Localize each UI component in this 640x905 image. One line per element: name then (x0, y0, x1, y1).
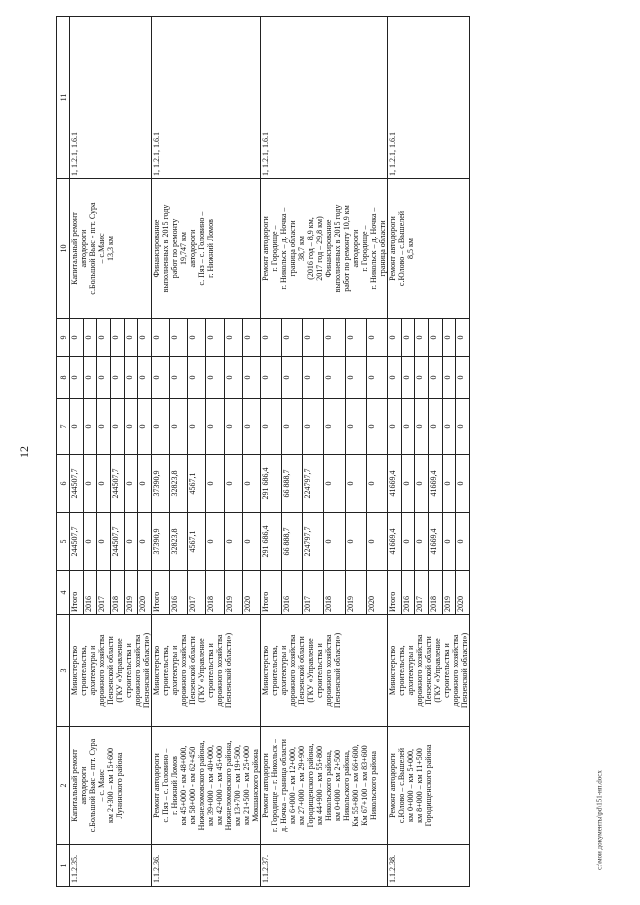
federal-budget-cell: 0 (152, 399, 170, 455)
page-number: 12 (17, 446, 31, 458)
table-row (388, 17, 402, 887)
other-source-cell: 0 (124, 319, 138, 357)
column-header: 2 (57, 727, 70, 845)
column-header: 3 (57, 615, 70, 727)
regional-budget-cell: 291 686,4 (261, 455, 282, 513)
executor-cell: Министерство строительства, архитектуры и дорожного хозяйства Пензенской области (ГКУ «Управление строительства и дорожного хозяйства Пензенской области») (261, 615, 388, 727)
other-source-cell: 0 (415, 319, 429, 357)
regional-budget-cell: 244507,7 (70, 455, 84, 513)
footer-file-path: c:\мои документы\pd\151-нп.docx (595, 770, 604, 870)
period-cell: Итого (388, 571, 402, 615)
federal-budget-cell: 0 (206, 399, 224, 455)
local-budget-cell: 0 (138, 357, 152, 399)
other-source-cell: 0 (206, 319, 224, 357)
indicator-cell: Капитальный ремонт автодороги с.Большой Вьяс - пгт. Сура – с.Маис 13,3 км (70, 179, 152, 319)
measure-title-cell: Ремонт автодороги с. Пяз – с. Головино – г. Нижний Ломов км 45+000 - км 48+000, км 58+000 - км 62+450 Нижнеломовского района, км 39+000 – км 40+000, км 42+000 – км 45+000 Нижнеломовского района, км 13+700 – км 19+500, км 21+500 – км 25+000 Мокшанского района (152, 727, 261, 845)
total-value-cell: 41669,4 (388, 513, 402, 571)
other-source-cell: 0 (83, 319, 97, 357)
column-header: 5 (57, 513, 70, 571)
other-source-cell: 0 (324, 319, 345, 357)
rotated-document-body (56, 17, 596, 887)
period-cell: 2018 (428, 571, 442, 615)
local-budget-cell: 0 (442, 357, 456, 399)
other-source-cell: 0 (110, 319, 124, 357)
regional-budget-cell: 0 (442, 455, 456, 513)
column-header: 10 (57, 179, 70, 319)
period-cell: 2017 (97, 571, 111, 615)
other-source-cell: 0 (345, 319, 366, 357)
other-source-cell: 0 (428, 319, 442, 357)
other-source-cell: 0 (456, 319, 470, 357)
period-cell: Итого (261, 571, 282, 615)
local-budget-cell: 0 (303, 357, 324, 399)
table-row (261, 17, 282, 887)
total-value-cell: 0 (83, 513, 97, 571)
total-value-cell: 0 (124, 513, 138, 571)
regional-budget-cell: 0 (345, 455, 366, 513)
column-header: 6 (57, 455, 70, 513)
table-row (152, 17, 170, 887)
period-cell: 2017 (303, 571, 324, 615)
other-source-cell: 0 (261, 319, 282, 357)
federal-budget-cell: 0 (456, 399, 470, 455)
local-budget-cell: 0 (282, 357, 303, 399)
local-budget-cell: 0 (261, 357, 282, 399)
regional-budget-cell: 0 (242, 455, 260, 513)
other-source-cell: 0 (188, 319, 206, 357)
local-budget-cell: 0 (388, 357, 402, 399)
other-source-cell: 0 (170, 319, 188, 357)
total-value-cell: 0 (415, 513, 429, 571)
measure-title-cell: Капитальный ремонт автодороги с.Большой Вьяс – пгт. Сура – с. Маис км 2+300 – км 15+600 Лунинского района (70, 727, 152, 845)
total-value-cell: 0 (345, 513, 366, 571)
total-value-cell: 32823,8 (170, 513, 188, 571)
period-cell: 2020 (138, 571, 152, 615)
regional-budget-cell: 0 (366, 455, 387, 513)
other-source-cell: 0 (224, 319, 242, 357)
codes-cell: 1, 1.2.1, 1.6.1 (70, 17, 152, 179)
regional-budget-cell: 244507,7 (110, 455, 124, 513)
federal-budget-cell: 0 (345, 399, 366, 455)
federal-budget-cell: 0 (401, 399, 415, 455)
column-header: 7 (57, 399, 70, 455)
local-budget-cell: 0 (401, 357, 415, 399)
federal-budget-cell: 0 (124, 399, 138, 455)
period-cell: 2018 (324, 571, 345, 615)
federal-budget-cell: 0 (224, 399, 242, 455)
period-cell: Итого (70, 571, 84, 615)
local-budget-cell: 0 (124, 357, 138, 399)
local-budget-cell: 0 (224, 357, 242, 399)
period-cell: 2016 (83, 571, 97, 615)
local-budget-cell: 0 (170, 357, 188, 399)
regional-budget-cell: 0 (83, 455, 97, 513)
regional-budget-cell: 41669,4 (388, 455, 402, 513)
regional-budget-cell: 0 (224, 455, 242, 513)
other-source-cell: 0 (442, 319, 456, 357)
federal-budget-cell: 0 (388, 399, 402, 455)
period-cell: 2020 (366, 571, 387, 615)
other-source-cell: 0 (97, 319, 111, 357)
regional-budget-cell: 37390,9 (152, 455, 170, 513)
other-source-cell: 0 (152, 319, 170, 357)
total-value-cell: 0 (442, 513, 456, 571)
total-value-cell: 0 (401, 513, 415, 571)
local-budget-cell: 0 (206, 357, 224, 399)
regional-budget-cell: 0 (206, 455, 224, 513)
federal-budget-cell: 0 (97, 399, 111, 455)
federal-budget-cell: 0 (415, 399, 429, 455)
entry-number-cell: 1.1.2.36. (152, 845, 261, 887)
total-value-cell: 0 (97, 513, 111, 571)
entry-number-cell: 1.1.2.35. (70, 845, 152, 887)
federal-budget-cell: 0 (70, 399, 84, 455)
federal-budget-cell: 0 (303, 399, 324, 455)
regional-budget-cell: 4567,1 (188, 455, 206, 513)
federal-budget-cell: 0 (366, 399, 387, 455)
federal-budget-cell: 0 (83, 399, 97, 455)
local-budget-cell: 0 (366, 357, 387, 399)
total-value-cell: 0 (138, 513, 152, 571)
federal-budget-cell: 0 (282, 399, 303, 455)
local-budget-cell: 0 (428, 357, 442, 399)
column-header: 9 (57, 319, 70, 357)
other-source-cell: 0 (366, 319, 387, 357)
period-cell: 2019 (224, 571, 242, 615)
federal-budget-cell: 0 (138, 399, 152, 455)
total-value-cell: 0 (456, 513, 470, 571)
federal-budget-cell: 0 (428, 399, 442, 455)
local-budget-cell: 0 (324, 357, 345, 399)
local-budget-cell: 0 (188, 357, 206, 399)
column-header: 11 (57, 17, 70, 179)
table-header-row (57, 17, 70, 887)
regional-budget-cell: 41669,4 (428, 455, 442, 513)
period-cell: Итого (152, 571, 170, 615)
other-source-cell: 0 (282, 319, 303, 357)
regional-budget-cell: 224797,7 (303, 455, 324, 513)
other-source-cell: 0 (70, 319, 84, 357)
column-header: 8 (57, 357, 70, 399)
total-value-cell: 291 686,4 (261, 513, 282, 571)
local-budget-cell: 0 (83, 357, 97, 399)
period-cell: 2019 (345, 571, 366, 615)
codes-cell: 1, 1.2.1, 1.6.1 (261, 17, 388, 179)
federal-budget-cell: 0 (170, 399, 188, 455)
local-budget-cell: 0 (97, 357, 111, 399)
period-cell: 2018 (206, 571, 224, 615)
other-source-cell: 0 (242, 319, 260, 357)
period-cell: 2020 (456, 571, 470, 615)
table-row (70, 17, 84, 887)
program-table (56, 16, 470, 887)
federal-budget-cell: 0 (324, 399, 345, 455)
period-cell: 2016 (282, 571, 303, 615)
period-cell: 2019 (442, 571, 456, 615)
total-value-cell: 41669,4 (428, 513, 442, 571)
total-value-cell: 0 (242, 513, 260, 571)
total-value-cell: 0 (206, 513, 224, 571)
total-value-cell: 244507,7 (70, 513, 84, 571)
total-value-cell: 244507,7 (110, 513, 124, 571)
period-cell: 2019 (124, 571, 138, 615)
total-value-cell: 0 (366, 513, 387, 571)
period-cell: 2018 (110, 571, 124, 615)
codes-cell: 1, 1.2.1, 1.6.1 (152, 17, 261, 179)
executor-cell: Министерство строительства, архитектуры и дорожного хозяйства Пензенской области (ГКУ «Управление строительства и дорожного хозяйства Пензенской области») (152, 615, 261, 727)
regional-budget-cell: 0 (97, 455, 111, 513)
total-value-cell: 4567,1 (188, 513, 206, 571)
regional-budget-cell: 0 (324, 455, 345, 513)
regional-budget-cell: 0 (456, 455, 470, 513)
local-budget-cell: 0 (242, 357, 260, 399)
federal-budget-cell: 0 (188, 399, 206, 455)
total-value-cell: 0 (324, 513, 345, 571)
measure-title-cell: Ремонт автодороги г. Городище – г. Никольск – д. Ночка – граница области км 6+000 – км 12+000, км 27+000 – км 29+900 Городищенского района, км 44+900 – км 55+800 Никольского района, км 0+000 – км 2+500 Никольского района, Км 55+800 – км 66+600, Км 67+100 – км 83+600 Никольского района (261, 727, 388, 845)
total-value-cell: 37390,9 (152, 513, 170, 571)
indicator-cell: Финансирование выполненных в 2015 году работ по ремонту 19,747 км автодороги с. Пяз – с. Головино – г. Нижний Ломов (152, 179, 261, 319)
total-value-cell: 66 888,7 (282, 513, 303, 571)
federal-budget-cell: 0 (261, 399, 282, 455)
federal-budget-cell: 0 (242, 399, 260, 455)
measure-title-cell: Ремонт автодороги с.Юлово – с.Вышелей км 0+000 – км 5+000, км 8+000 – км 11+500 Городищенского района (388, 727, 470, 845)
other-source-cell: 0 (401, 319, 415, 357)
period-cell: 2016 (170, 571, 188, 615)
period-cell: 2016 (401, 571, 415, 615)
period-cell: 2020 (242, 571, 260, 615)
indicator-cell: Ремонт автодороги с.Юлово – с.Вышелей 8,5 км (388, 179, 470, 319)
period-cell: 2017 (415, 571, 429, 615)
regional-budget-cell: 0 (138, 455, 152, 513)
other-source-cell: 0 (138, 319, 152, 357)
other-source-cell: 0 (388, 319, 402, 357)
local-budget-cell: 0 (110, 357, 124, 399)
other-source-cell: 0 (303, 319, 324, 357)
column-header: 4 (57, 571, 70, 615)
total-value-cell: 224797,7 (303, 513, 324, 571)
regional-budget-cell: 0 (124, 455, 138, 513)
local-budget-cell: 0 (152, 357, 170, 399)
executor-cell: Министерство строительства, архитектуры и дорожного хозяйства Пензенской области (ГКУ «Управление строительства и дорожного хозяйства Пензенской области») (70, 615, 152, 727)
federal-budget-cell: 0 (442, 399, 456, 455)
regional-budget-cell: 32823,8 (170, 455, 188, 513)
entry-number-cell: 1.1.2.38. (388, 845, 470, 887)
regional-budget-cell: 0 (415, 455, 429, 513)
federal-budget-cell: 0 (110, 399, 124, 455)
local-budget-cell: 0 (456, 357, 470, 399)
entry-number-cell: 1.1.2.37. (261, 845, 388, 887)
indicator-cell: Ремонт автодороги г. Городище – г. Никольск – д. Ночка – граница области 38,7 км (2016 год – 8,9 км, 2017 год – 29,8 км) Финансирование выполненных в 2015 году работ по ремонту 10,9 км автодороги г. Городище – г. Никольск – д. Ночка – граница области (261, 179, 388, 319)
total-value-cell: 0 (224, 513, 242, 571)
executor-cell: Министерство строительства, архитектуры и дорожного хозяйства Пензенской области (ГКУ «Управление строительства и дорожного хозяйства Пензенской области») (388, 615, 470, 727)
column-header: 1 (57, 845, 70, 887)
local-budget-cell: 0 (415, 357, 429, 399)
local-budget-cell: 0 (70, 357, 84, 399)
codes-cell: 1, 1.2.1, 1.6.1 (388, 17, 470, 179)
local-budget-cell: 0 (345, 357, 366, 399)
period-cell: 2017 (188, 571, 206, 615)
regional-budget-cell: 66 888,7 (282, 455, 303, 513)
regional-budget-cell: 0 (401, 455, 415, 513)
